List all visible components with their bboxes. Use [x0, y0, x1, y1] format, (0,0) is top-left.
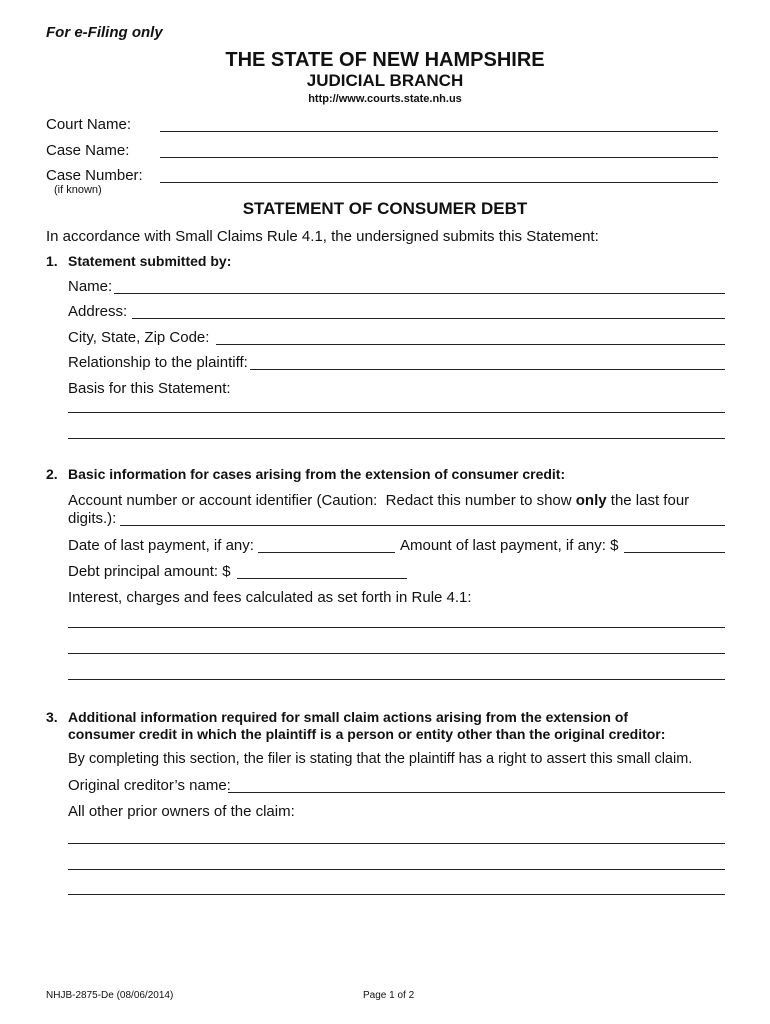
interest-field-line-2[interactable] — [68, 653, 725, 654]
last-payment-date-field[interactable] — [258, 552, 395, 553]
section-3-heading-line-1: Additional information required for small claim actions arising from the extension of — [68, 709, 629, 725]
form-id: NHJB-2875-De (08/06/2014) — [46, 990, 174, 1001]
city-state-zip-label: City, State, Zip Code: — [68, 329, 210, 346]
section-2-number: 2. — [46, 466, 58, 482]
prior-owners-label: All other prior owners of the claim: — [68, 803, 295, 820]
if-known-note: (if known) — [54, 184, 102, 196]
efiling-note: For e-Filing only — [46, 24, 163, 41]
account-caution-part-2: the last four — [606, 492, 690, 509]
case-name-field[interactable] — [160, 157, 718, 158]
section-1-number: 1. — [46, 253, 58, 269]
name-field[interactable] — [114, 293, 725, 294]
prior-owners-field-line-2[interactable] — [68, 869, 725, 870]
name-label: Name: — [68, 278, 113, 295]
page-number: Page 1 of 2 — [363, 990, 415, 1001]
intro-text: In accordance with Small Claims Rule 4.1, the undersigned submits this Statement: — [46, 228, 599, 245]
basis-field-line-1[interactable] — [68, 412, 725, 413]
address-field[interactable] — [132, 318, 725, 319]
address-label: Address: — [68, 303, 128, 320]
section-3-heading-line-2: consumer credit in which the plaintiff is a person or entity other than the original creditor: — [68, 726, 666, 742]
section-3-number: 3. — [46, 709, 58, 725]
last-payment-amount-label: Amount of last payment, if any: $ — [400, 537, 619, 554]
interest-field-line-3[interactable] — [68, 679, 725, 680]
prior-owners-field-line-1[interactable] — [68, 843, 725, 844]
section-1-heading: Statement submitted by: — [68, 253, 232, 269]
court-name-field[interactable] — [160, 131, 718, 132]
original-creditor-label: Original creditor’s name: — [68, 777, 231, 794]
branch-title: JUDICIAL BRANCH — [306, 71, 464, 90]
case-number-label: Case Number: — [46, 167, 143, 184]
section-3-statement: By completing this section, the filer is stating that the plaintiff has a right to assert this small claim. — [68, 751, 693, 767]
city-state-zip-field[interactable] — [216, 344, 725, 345]
prior-owners-field-line-3[interactable] — [68, 894, 725, 895]
account-caution-text — [68, 492, 689, 509]
original-creditor-field[interactable] — [228, 792, 725, 793]
principal-label: Debt principal amount: $ — [68, 563, 231, 580]
account-caution-only: only — [575, 492, 607, 509]
last-payment-amount-field[interactable] — [624, 552, 725, 553]
account-caution-part-1: Account number or account identifier (Caution: Redact this number to show — [68, 492, 576, 509]
interest-field-line-1[interactable] — [68, 627, 725, 628]
interest-label: Interest, charges and fees calculated as set forth in Rule 4.1: — [68, 589, 472, 606]
principal-field[interactable] — [237, 578, 407, 579]
account-number-field[interactable] — [120, 525, 725, 526]
case-number-field[interactable] — [160, 182, 718, 183]
case-name-label: Case Name: — [46, 142, 130, 159]
section-2-heading: Basic information for cases arising from the extension of consumer credit: — [68, 466, 566, 482]
account-digits-label: digits.): — [68, 510, 117, 527]
court-name-label: Court Name: — [46, 116, 132, 133]
last-payment-date-label: Date of last payment, if any: — [68, 537, 254, 554]
basis-label: Basis for this Statement: — [68, 380, 231, 397]
court-url[interactable]: http://www.courts.state.nh.us — [308, 93, 462, 105]
basis-field-line-2[interactable] — [68, 438, 725, 439]
state-title: THE STATE OF NEW HAMPSHIRE — [225, 49, 545, 71]
relationship-label: Relationship to the plaintiff: — [68, 354, 248, 371]
form-title: STATEMENT OF CONSUMER DEBT — [242, 199, 528, 218]
relationship-field[interactable] — [250, 369, 725, 370]
